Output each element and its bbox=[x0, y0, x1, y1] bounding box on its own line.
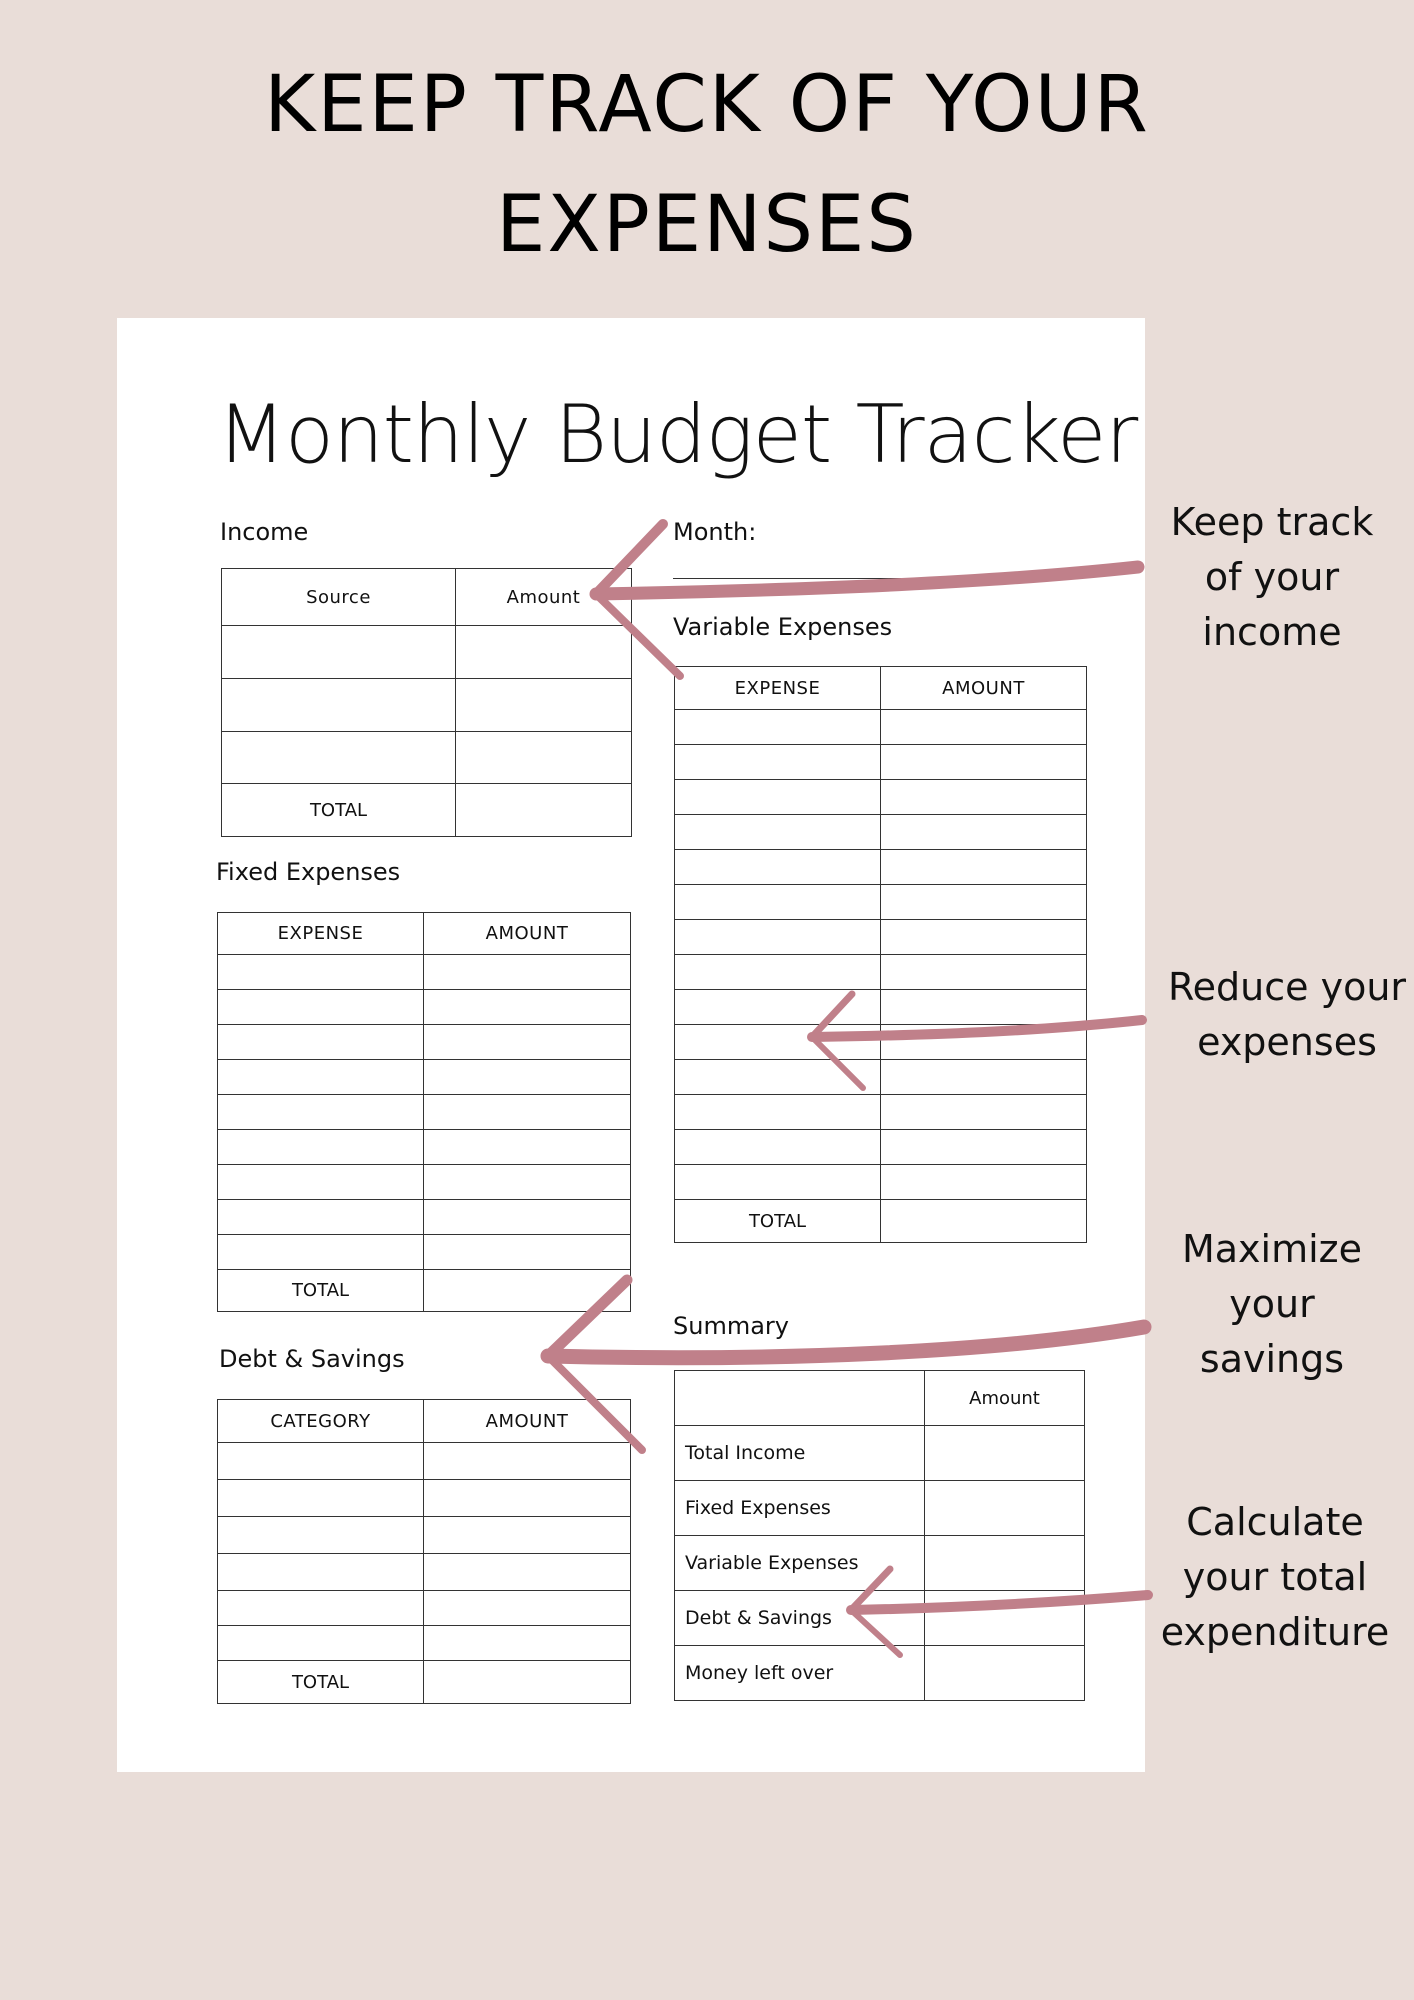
income-col-source: Source bbox=[222, 569, 456, 626]
callout-savings-line-1: Maximize bbox=[1181, 1227, 1363, 1271]
debt-col-amount: AMOUNT bbox=[424, 1400, 631, 1443]
callout-expenses-line-2: expenses bbox=[1197, 1020, 1377, 1064]
debt-col-category: CATEGORY bbox=[218, 1400, 424, 1443]
month-label: Month: bbox=[673, 518, 757, 546]
sheet-title: Monthly Budget Tracker bbox=[217, 388, 1138, 481]
callout-expenditure-line-2: your total bbox=[1182, 1555, 1368, 1599]
summary-label-debt-savings: Debt & Savings bbox=[675, 1591, 925, 1646]
variable-col-amount: AMOUNT bbox=[881, 667, 1087, 710]
variable-total-label: TOTAL bbox=[675, 1200, 881, 1243]
income-total-label: TOTAL bbox=[222, 784, 456, 837]
headline-line-2: EXPENSES bbox=[496, 180, 918, 270]
callout-income-line-3: income bbox=[1202, 610, 1342, 654]
variable-col-expense: EXPENSE bbox=[675, 667, 881, 710]
arrow-icon bbox=[548, 1280, 1144, 1450]
summary-label-fixed-expenses: Fixed Expenses bbox=[675, 1481, 925, 1536]
fixed-col-amount: AMOUNT bbox=[424, 913, 631, 955]
debt-total-label: TOTAL bbox=[218, 1661, 424, 1704]
callout-expenditure-line-1: Calculate bbox=[1186, 1500, 1364, 1544]
callout-savings-line-2: your bbox=[1229, 1282, 1315, 1326]
summary-col-amount: Amount bbox=[925, 1371, 1085, 1426]
summary-label-variable-expenses: Variable Expenses bbox=[675, 1536, 925, 1591]
callout-expenditure-line-3: expenditure bbox=[1160, 1610, 1390, 1654]
income-col-amount: Amount bbox=[456, 569, 632, 626]
arrow-icon bbox=[596, 524, 1138, 676]
fixed-expenses-heading: Fixed Expenses bbox=[216, 858, 401, 886]
callout-income-line-2: of your bbox=[1204, 555, 1340, 599]
summary-label-money-left-over: Money left over bbox=[675, 1646, 925, 1701]
summary-label-total-income: Total Income bbox=[675, 1426, 925, 1481]
headline-line-1: KEEP TRACK OF YOUR bbox=[264, 60, 1150, 150]
debt-savings-heading: Debt & Savings bbox=[219, 1345, 405, 1373]
variable-expenses-heading: Variable Expenses bbox=[673, 613, 893, 641]
fixed-col-expense: EXPENSE bbox=[218, 913, 424, 955]
callout-savings-line-3: savings bbox=[1199, 1337, 1345, 1381]
arrow-icon bbox=[851, 1569, 1148, 1655]
summary-heading: Summary bbox=[673, 1312, 789, 1340]
callout-income-line-1: Keep track bbox=[1170, 500, 1374, 544]
income-heading: Income bbox=[220, 518, 309, 546]
arrow-icon bbox=[812, 994, 1142, 1088]
callout-expenses-line-1: Reduce your bbox=[1167, 965, 1407, 1009]
fixed-total-label: TOTAL bbox=[218, 1270, 424, 1312]
